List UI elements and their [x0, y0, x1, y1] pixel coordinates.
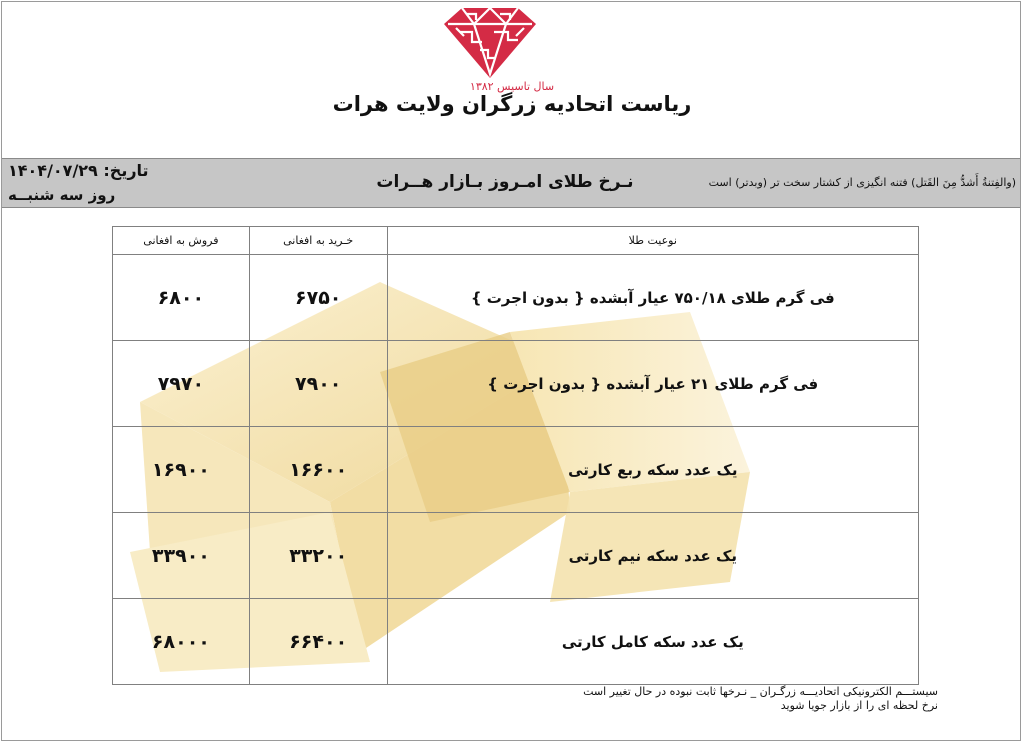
- gold-type-cell: یک عدد سکه کامل کارتی: [387, 599, 918, 685]
- gold-type-cell: فی گرم طلای ۷۵۰/۱۸ عیار آبشده { بدون اجرت }: [387, 255, 918, 341]
- buy-price-cell: ۶۷۵۰: [249, 255, 387, 341]
- sell-price-cell: ۱۶۹۰۰: [113, 427, 250, 513]
- table-row: [113, 427, 919, 513]
- sell-price-cell: ۷۹۷۰: [113, 341, 250, 427]
- gold-type-cell: فی گرم طلای ۲۱ عیار آبشده { بدون اجرت }: [387, 341, 918, 427]
- sell-price-cell: ۳۳۹۰۰: [113, 513, 250, 599]
- gold-rates-table: [112, 226, 919, 685]
- table-header-row: [113, 227, 919, 255]
- header-gold-type: نوعیت طلا: [387, 227, 918, 255]
- gold-type-cell: یک عدد سکه نیم کارتی: [387, 513, 918, 599]
- table-row: [113, 599, 919, 685]
- date-label: تاریخ: ۱۴۰۴/۰۷/۲۹: [8, 161, 149, 180]
- quote-text: (والفِتنةُ أَشدُّ مِنَ القَتل) فتنه انگیزی از کشتار سخت تر (وبدتر) است: [708, 176, 1016, 189]
- table-row: [113, 341, 919, 427]
- union-logo-diamond: [430, 2, 550, 82]
- footer-note-system: سیستـــم الکترونیکی اتحادیـــه زرگـران _ نـرخها ثابت نبوده در حال تغییر است: [583, 685, 938, 698]
- sell-price-cell: ۶۸۰۰: [113, 255, 250, 341]
- header-buy-price: خـرید به افغانی: [249, 227, 387, 255]
- gold-type-cell: یک عدد سکه ربع کارتی: [387, 427, 918, 513]
- organization-title: ریاست اتحادیه زرگران ولایت هرات: [332, 92, 692, 116]
- buy-price-cell: ۳۳۲۰۰: [249, 513, 387, 599]
- table-row: [113, 255, 919, 341]
- today-rate-title: نـرخ طلای امـروز بـازار هــرات: [376, 172, 634, 192]
- buy-price-cell: ۱۶۶۰۰: [249, 427, 387, 513]
- established-year: سال تاسیس ۱۳۸۲: [469, 80, 555, 93]
- sell-price-cell: ۶۸۰۰۰: [113, 599, 250, 685]
- footer-note-market: نرخ لحظه ای را از بازار جویا شوید: [780, 699, 938, 712]
- table-row: [113, 513, 919, 599]
- header-sell-price: فروش به افغانی: [113, 227, 250, 255]
- weekday-label: روز سه شنبــه: [8, 186, 116, 204]
- buy-price-cell: ۷۹۰۰: [249, 341, 387, 427]
- buy-price-cell: ۶۶۴۰۰: [249, 599, 387, 685]
